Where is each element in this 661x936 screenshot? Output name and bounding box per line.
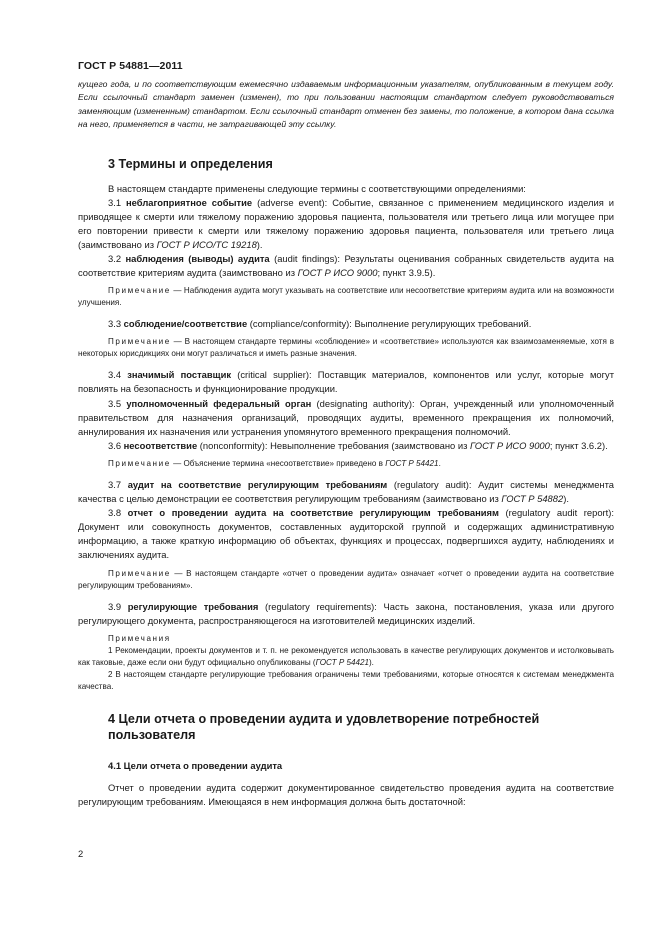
term-tail: ; пункт 3.6.2).	[549, 439, 608, 451]
page-number: 2	[78, 848, 84, 859]
term-number: 3.2	[108, 253, 126, 265]
term-number: 3.8	[108, 507, 128, 519]
term-name: соблюдение/соответствие	[123, 318, 248, 330]
term-name: отчет о проведении аудита на соответствие регулирующим требованиям	[127, 507, 499, 519]
note-text: — Объяснение термина «несоответствие» приведено в	[170, 458, 386, 468]
note-text: — В настоящем стандарте термины «соблюдение» и «соответствие» используются как взаимозаменяемые, хотя в некоторых юрисдикциях они могут различаться и иметь разные значения.	[78, 337, 614, 359]
section-4-1-paragraph: Отчет о проведении аудита содержит документированное свидетельство проведения аудита на соответствие регулирующим требованиям. Имеющаяся в нем информация должна быть достаточной:	[78, 781, 614, 807]
subsection-4-1-heading: 4.1 Цели отчета о проведении аудита	[108, 759, 283, 771]
page-content	[78, 78, 614, 809]
note-3-2	[78, 285, 614, 309]
term-reference: ГОСТ Р 54882	[501, 493, 564, 505]
note-label: Примечание	[108, 286, 171, 296]
notes-heading: Примечания	[108, 633, 171, 643]
term-3-7	[78, 478, 614, 506]
term-3-6	[78, 439, 614, 453]
note-text: 1 Рекомендации, проекты документов и т. п. не рекомендуется использовать в качестве регулирующих документов и истолковывать как таковые, даже если они будут официально опубликованы (	[78, 645, 614, 667]
intro-paragraph: кущего года, и по соответствующим ежемесячно издаваемым информационным указателям, опубликованным в текущем году. Если ссылочный стандарт заменен (изменен), то при пользовании настоящим стандартом следует руководствоваться заменяющим (измененным) стандартом. Если ссылочный стандарт отменен без замены, то положение, в котором дана ссылка на него, применяется в части, не затрагивающей эту ссылку.	[78, 79, 614, 130]
term-3-2	[78, 252, 614, 280]
term-3-4	[78, 368, 614, 396]
term-definition: (adverse event): Событие, связанное с применением медицинского изделия и приводящее к смерти или тяжелому поражению здоровья пациента, пользователя или третьего лица или могущее при его повторении привести к смерти или тяжелому поражению здоровья пациента, пользователя или третьего лица (заимствовано из	[78, 196, 614, 250]
term-name: аудит на соответствие регулирующим требованиям	[127, 478, 388, 490]
term-name: наблюдения (выводы) аудита	[125, 253, 270, 265]
document-header: ГОСТ Р 54881—2011	[78, 60, 183, 72]
note-3-9-2: 2 В настоящем стандарте регулирующие требования ограничены теми требованиями, которые относятся к системам менеджмента качества.	[78, 669, 614, 691]
note-tail: .	[438, 458, 441, 468]
note-label: Примечание	[108, 568, 171, 578]
note-label: Примечание	[108, 458, 171, 468]
term-3-5	[78, 397, 614, 439]
term-number: 3.6	[108, 439, 124, 451]
section-4-heading: 4 Цели отчета о проведении аудита и удовлетворение потребностей пользователя	[108, 711, 540, 742]
note-3-8	[78, 568, 614, 592]
term-number: 3.3	[108, 318, 124, 330]
term-definition: (compliance/conformity): Выполнение регулирующих требований.	[247, 318, 532, 330]
note-3-9-1	[78, 645, 614, 669]
note-tail: ).	[368, 657, 374, 667]
term-reference: ГОСТ Р ИСО 9000	[470, 439, 550, 451]
term-number: 3.9	[108, 600, 128, 612]
term-number: 3.4	[108, 369, 128, 381]
term-definition: (regulatory requirements): Часть закона, постановления, указа или другого регулирующего документа, распространяющегося на изготовителей медицинских изделий.	[78, 600, 615, 626]
note-3-6	[78, 458, 614, 470]
section-3-heading: 3 Термины и определения	[108, 156, 273, 171]
term-definition: (audit findings): Результаты оценивания собранных свидетельств аудита на соответствие критериям аудита (заимствовано из	[78, 253, 615, 279]
term-definition: (nonconformity): Невыполнение требования (заимствовано из	[197, 439, 470, 451]
term-tail: ; пункт 3.9.5).	[377, 267, 436, 279]
note-3-3	[78, 336, 614, 360]
term-definition: (designating authority): Орган, учрежденный или уполномоченный правительством для назначения организаций, проводящих аудиты, временного прекращения их полномочий, аннулирования их назначения или устранения упомянутого временного прекращения полномочий.	[78, 397, 615, 437]
term-number: 3.5	[108, 397, 127, 409]
term-3-3	[78, 317, 614, 331]
note-reference: ГОСТ Р 54421	[315, 657, 369, 667]
term-tail: ).	[256, 239, 263, 250]
term-definition: (critical supplier): Поставщик материалов, компонентов или услуг, которые могут повлиять на безопасность и функционирование продукции.	[78, 369, 615, 395]
note-text: — Наблюдения аудита могут указывать на соответствие или несоответствие критериям аудита или на возможности улучшения.	[78, 286, 614, 308]
term-definition: (regulatory audit): Аудит системы менеджмента качества с целью демонстрации ее соответствия регулирующим требованиям (заимствовано из	[78, 478, 614, 505]
note-reference: ГОСТ Р 54421	[385, 458, 439, 468]
note-text: — В настоящем стандарте «отчет о проведении аудита» означает «отчет о проведении аудита на соответствие регулирующим требованиям».	[78, 568, 614, 590]
term-reference: ГОСТ Р ИСО/ТС 19218	[156, 239, 257, 250]
term-reference: ГОСТ Р ИСО 9000	[297, 267, 378, 279]
term-3-1	[78, 196, 614, 252]
term-3-9	[78, 600, 614, 628]
term-name: несоответствие	[123, 439, 198, 451]
term-name: регулирующие требования	[127, 600, 259, 612]
term-definition: (regulatory audit report): Документ или совокупность документов, составленных аудиторской группой и содержащих административную информацию, а также краткую информацию об объектах, функциях и процессах, подвергшихся аудиту, наблюдениях и заключениях аудита.	[78, 507, 615, 561]
term-tail: ).	[563, 493, 569, 505]
term-name: значимый поставщик	[127, 369, 232, 381]
term-name: неблагоприятное событие	[126, 196, 253, 208]
term-number: 3.7	[108, 478, 128, 490]
term-number: 3.1	[108, 196, 127, 208]
term-name: уполномоченный федеральный орган	[126, 397, 312, 409]
note-label: Примечание	[108, 337, 171, 347]
section-3-lead: В настоящем стандарте применены следующие термины с соответствующими определениями:	[108, 182, 526, 194]
term-3-8	[78, 506, 614, 562]
